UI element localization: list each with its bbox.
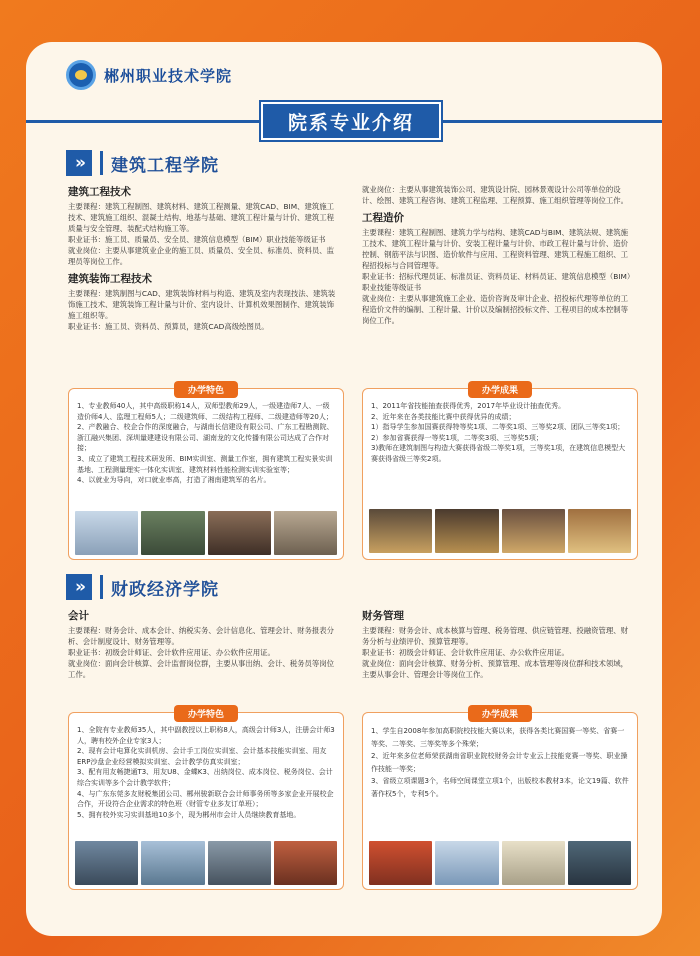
photo <box>141 511 204 555</box>
features-photos <box>75 511 337 555</box>
list-item: 1、全院有专业教师35人，其中副教授以上职称8人，高级会计师3人，注册会计师3人，聘有校外企业专家3人； <box>77 726 335 745</box>
page-banner <box>261 102 441 140</box>
section-title-text: 财政经济学院 <box>111 579 219 600</box>
poster-card <box>26 42 662 936</box>
photo <box>274 511 337 555</box>
major-jobs: 就业岗位：面向会计核算、会计监督岗位群，主要从事出纳、会计、税务员等岗位工作。 <box>68 659 335 679</box>
list-item: 3)教师在建筑制图与构造大赛获得省级二等奖1项，三等奖1项，在建筑信息模型大赛获得省级三等奖2项。 <box>371 444 626 463</box>
school-name: 郴州职业技术学院 <box>104 66 233 85</box>
list-item: 1）指导学生参加国赛获得特等奖1项、二等奖1项、三等奖2项、团队三等奖1项； <box>371 423 625 432</box>
title-divider <box>100 575 103 599</box>
finance-col-right <box>362 608 634 680</box>
trophy-photo <box>369 509 432 553</box>
results-photos <box>369 841 631 885</box>
major-jobs: 就业岗位：面向会计核算、财务分析、预算管理、成本管理等岗位群和技术领域，主要从事会计、管理会计等岗位工作。 <box>362 659 629 679</box>
list-item: 4、以就业为导向，对口就业率高，打造了湘南建筑军的名片。 <box>77 476 271 485</box>
major-heading: 建筑装饰工程技术 <box>68 273 152 285</box>
footer-stripe <box>26 918 662 936</box>
major-certs: 职业证书：施工员、资料员、预算员，建筑CAD高级绘图员。 <box>68 322 269 331</box>
major-decoration-tech <box>68 271 340 332</box>
major-jobs: 就业岗位：主要从事建筑业企业的施工员、质量员、安全员、标准员、资料员、监理员等岗位工作。 <box>68 246 335 266</box>
results-list <box>371 401 629 465</box>
list-item: 1、学生自2008年参加高职院校技能大赛以来，获得各类比赛国赛一等奖、省赛一等奖、二等奖、三等奖等多个殊荣； <box>371 727 625 748</box>
list-item: 2）参加省赛获得一等奖1项，二等奖3项、三等奖5项； <box>371 433 543 442</box>
results-list <box>371 725 629 801</box>
major-heading: 会计 <box>68 610 89 622</box>
chevron-right-icon: ›› <box>66 574 92 600</box>
certificate-photo <box>502 841 565 885</box>
photo <box>208 511 271 555</box>
architecture-col-right <box>362 184 634 326</box>
major-courses: 主要课程：财务会计、成本核算与管理、税务管理、供应链管理、投融资管理、财务分析与业绩评价、预算管理等。 <box>362 626 629 646</box>
features-list <box>77 401 335 486</box>
major-certs: 职业证书：招标代理员证、标准员证、资料员证、材料员证、建筑信息模型（BIM）职业技能等级证书 <box>362 272 631 292</box>
photo <box>208 841 271 885</box>
list-item: 5、拥有校外实习实训基地10多个，现为郴州市会计人员继续教育基地。 <box>77 810 301 819</box>
photo <box>75 841 138 885</box>
architecture-results-box <box>362 388 638 560</box>
features-list <box>77 725 335 820</box>
major-courses: 主要课程：建筑工程制图、建筑材料、建筑工程测量、建筑CAD、BIM、建筑施工技术、建筑施工组织、混凝土结构、地基与基础、建筑工程计量与计价、建筑工程质量与安全管理、装配式结构施工等。 <box>68 202 335 233</box>
photo <box>274 841 337 885</box>
photo <box>141 841 204 885</box>
architecture-col-left <box>68 184 340 332</box>
trophy-photo <box>502 509 565 553</box>
list-item: 3、成立了建筑工程技术研发所、BIM实训室、测量工作室，拥有建筑工程实景实训基地、工程测量理实一体化实训室、建筑材料性能检测实训实验室等； <box>77 454 333 474</box>
photo <box>435 841 498 885</box>
school-logo-icon <box>66 60 96 90</box>
major-cost-engineering <box>362 210 634 326</box>
section-title-finance <box>66 574 219 600</box>
list-item: 2、近年来多位老师荣获湖南省职业院校财务会计专业云上技能竞赛一等奖、职业操作技能一等奖； <box>371 752 628 773</box>
list-item: 1、2011年省技能抽查获得优秀，2017年毕业设计抽查优秀。 <box>371 402 566 410</box>
list-item: 3、配有用友畅捷通T3、用友U8、金蝶K3、出纳岗位、成本岗位、税务岗位、会计综合实训等多个会计教学软件； <box>77 768 333 787</box>
photo <box>369 841 432 885</box>
finance-results-box <box>362 712 638 890</box>
features-tag: 办学特色 <box>174 705 238 722</box>
list-item: 2、产教融合、校企合作的深度融合，与湖南长信建设有限公司、广东工程勘测院、浙江融兴集团、深圳量建建设有限公司、湖南龙的文化传播有限公司达成了合作对接； <box>77 423 334 453</box>
chevron-right-icon: ›› <box>66 150 92 176</box>
certificate-photo <box>568 509 631 553</box>
list-item: 2、现有会计电算化实训机房、会计手工岗位实训室、会计基本技能实训室、用友ERP沙盘企业经营模拟实训室、会计教学仿真实训室； <box>77 747 327 766</box>
results-tag: 办学成果 <box>468 381 532 398</box>
major-construction-tech <box>68 184 340 267</box>
architecture-features-box <box>68 388 344 560</box>
major-jobs: 就业岗位：主要从事建筑装饰公司、建筑设计院、园林景观设计公司等单位的设计、绘图、建筑工程咨询、建筑工程监理、工程预算、施工组织管理等岗位工作。 <box>362 185 629 205</box>
major-certs: 职业证书：初级会计师证、会计软件应用证、办公软件应用证。 <box>362 648 569 657</box>
trophy-photo <box>435 509 498 553</box>
photo <box>568 841 631 885</box>
features-tag: 办学特色 <box>174 381 238 398</box>
list-item: 4、与广东东莞多友财税集团公司、郴州骏新联合会计师事务所等多家企业开展校企合作，开设符合企业需求的特色班（财管专业多友订单班）； <box>77 789 334 809</box>
list-item: 1、专业教师40人，其中高级职称14人，双师型教师29人，一级建造师7人、一级造价师4人、监理工程师5人；二级建筑师、二级结构工程师、二级建造师等20人； <box>77 402 333 421</box>
list-item: 2、近年来在各类技能比赛中获得优异的成绩； <box>371 412 516 421</box>
results-photos <box>369 509 631 553</box>
list-item: 3、省级立项课题3个，名师空间课堂立项1个，出版校本教材3本，论文19篇、软件著作权5个，专利5个。 <box>371 777 629 798</box>
section-title-text: 建筑工程学院 <box>111 155 219 176</box>
features-photos <box>75 841 337 885</box>
major-courses: 主要课程：建筑制图与CAD、建筑装饰材料与构造、建筑及室内表现技法、建筑装饰施工技术、建筑装饰工程计量与计价、室内设计、计算机效果图制作、建筑装饰施工组织等。 <box>68 289 336 320</box>
major-heading: 财务管理 <box>362 610 404 622</box>
major-heading: 建筑工程技术 <box>68 186 131 198</box>
major-courses: 主要课程：财务会计、成本会计、纳税实务、会计信息化、管理会计、财务报表分析、会计制度设计、财务管理等。 <box>68 626 335 646</box>
major-certs: 职业证书：施工员、质量员、安全员、建筑信息模型（BIM）职业技能等级证书 <box>68 235 326 244</box>
major-jobs: 就业岗位：主要从事建筑施工企业、造价咨询及审计企业、招投标代理等单位的工程造价文件的编制、工程计量、计价以及编制招投标文件、工程项目的成本控制等岗位工作。 <box>362 294 629 325</box>
school-header <box>66 60 232 90</box>
finance-col-left <box>68 608 340 680</box>
major-certs: 职业证书：初级会计师证、会计软件应用证、办公软件应用证。 <box>68 648 275 657</box>
results-tag: 办学成果 <box>468 705 532 722</box>
major-courses: 主要课程：建筑工程制图、建筑力学与结构、建筑CAD与BIM、建筑法规、建筑施工技术、建筑工程计量与计价、安装工程计量与计价、市政工程计量与计价、造价控制、钢筋平法与识图、造价软件与应用、工程资料管理、建筑工程施工组织、工程招投标与合同管理等。 <box>362 228 629 270</box>
finance-features-box <box>68 712 344 890</box>
banner-title: 院系专业介绍 <box>287 111 414 134</box>
photo <box>75 511 138 555</box>
major-heading: 工程造价 <box>362 212 404 224</box>
title-divider <box>100 151 103 175</box>
section-title-architecture <box>66 150 219 176</box>
